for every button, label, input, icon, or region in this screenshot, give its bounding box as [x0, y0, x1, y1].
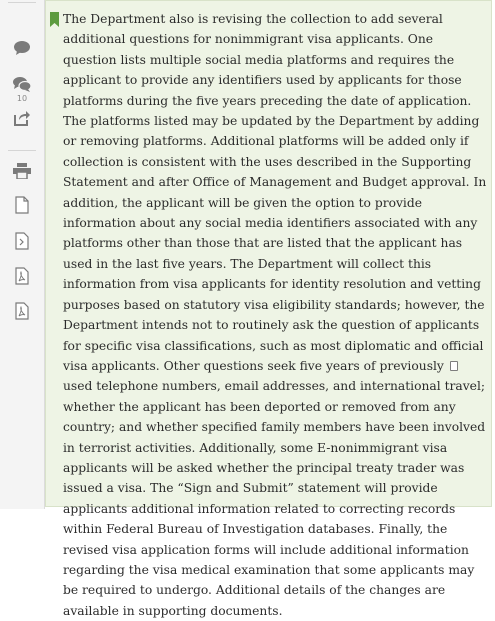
document-paragraph	[63, 9, 489, 621]
pdf-button[interactable]	[8, 263, 36, 289]
document-button[interactable]	[8, 192, 36, 218]
document-icon	[15, 196, 29, 214]
comment-button[interactable]	[8, 35, 36, 61]
rail-divider	[8, 150, 36, 151]
document-paragraph-panel	[45, 0, 492, 618]
rail-top-divider	[8, 2, 36, 3]
pdf-file-alt-icon	[15, 302, 29, 320]
comments-icon	[12, 76, 32, 94]
print-button[interactable]	[8, 158, 36, 184]
text-file-icon	[15, 232, 29, 250]
left-tool-rail	[0, 0, 45, 509]
paragraph-text-before-icon: The Department also is revising the collection to add several additional questions for nonimmigrant visa applicants. One question lists multiple social media platforms and requires the applicant to provide any identifiers used by applicants for those platforms during the five years preceding the date of application. The platforms listed may be updated by the Department by adding or removing platforms. Additional platforms will be added only if collection is consistent with the uses described in the Supporting Statement and after Office of Management and Budget approval. In addition, the applicant will be given the option to provide information about any social media identifiers associated with any platforms other than those that are listed that the applicant has used in the last five years. The Department will collect this information from visa applicants for identity resolution and vetting purposes based on statutory visa eligibility standards; however, the Department intends not to routinely ask the question of applicants for specific visa classifications, such as most diplomatic and official visa applicants. Other questions seek five years of previously	[63, 12, 487, 373]
share-icon	[13, 110, 31, 126]
paragraph-text-after-icon: used telephone numbers, email addresses, and international travel; whether the applicant has been deported or removed from any country; and whether specified family members have been involved in terrorist activities. Additionally, some E-nonimmigrant visa applicants will be asked whether the principal treaty trader was issued a visa. The “Sign and Submit” statement will provide applicants additional information related to correcting records within Federal Bureau of Investigation databases. Finally, the revised visa application forms will include additional information regarding the visa medical examination that some applicants may be required to undergo. Additional details of the changes are available in supporting documents.	[63, 379, 486, 618]
inline-document-icon	[450, 361, 458, 371]
text-format-button[interactable]	[8, 228, 36, 254]
pdf-alt-button[interactable]	[8, 298, 36, 324]
share-button[interactable]	[8, 105, 36, 131]
comment-count: 10	[16, 94, 28, 103]
comment-icon	[13, 40, 31, 56]
pdf-file-icon	[15, 267, 29, 285]
bookmark-icon[interactable]	[50, 12, 59, 27]
printer-icon	[13, 163, 31, 179]
